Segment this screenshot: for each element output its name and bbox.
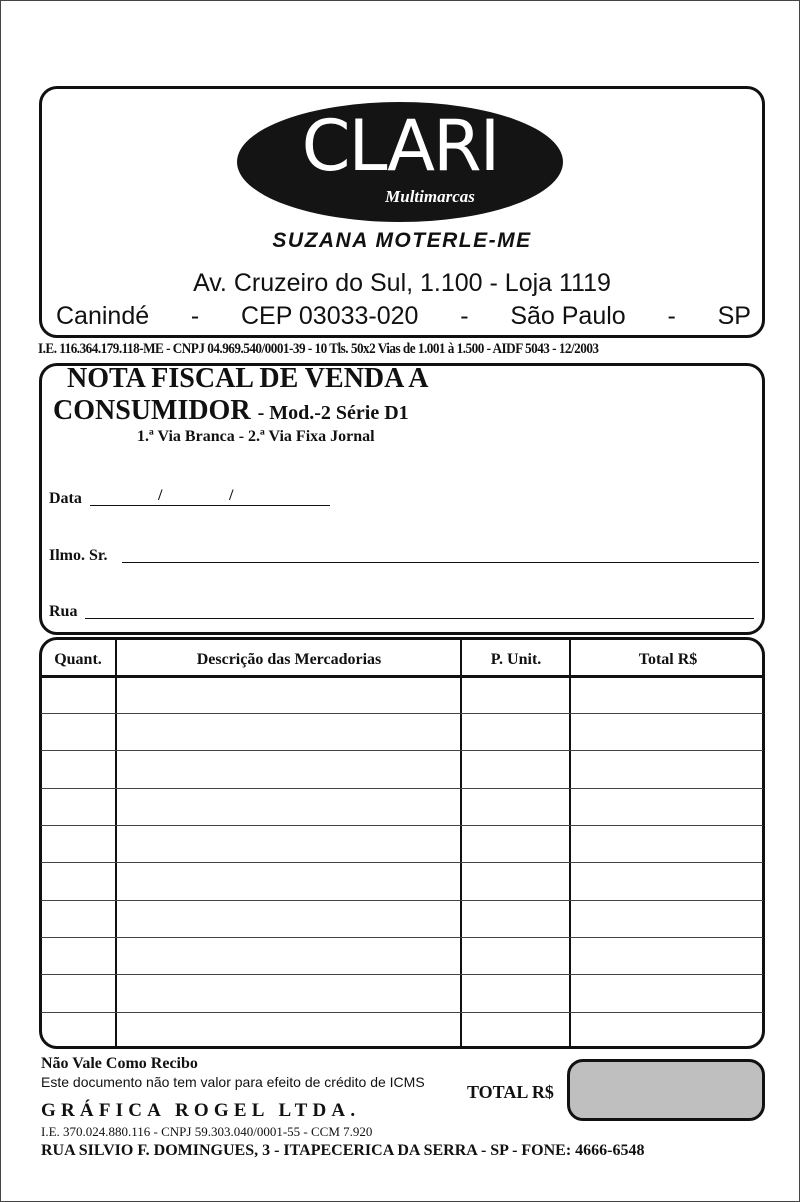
table-header-divider [40, 675, 764, 678]
street-field[interactable] [85, 618, 754, 619]
column-header-quantity: Quant. [54, 651, 102, 668]
date-label: Data [49, 490, 82, 507]
city-line [56, 302, 751, 331]
city-name: São Paulo [510, 302, 626, 330]
document-title-consumer: CONSUMIDOR [53, 395, 251, 426]
company-address: Av. Cruzeiro do Sul, 1.100 - Loja 1119 [193, 269, 611, 297]
table-row[interactable] [41, 1012, 763, 1013]
table-row[interactable] [41, 862, 763, 863]
table-row[interactable] [41, 713, 763, 714]
date-separator-2: / [229, 487, 234, 504]
logo-sub-text: Multimarcas [385, 187, 475, 206]
table-row[interactable] [41, 825, 763, 826]
company-name: SUZANA MOTERLE-ME [272, 229, 532, 252]
column-divider [569, 638, 571, 1048]
street-label: Rua [49, 603, 78, 620]
table-row[interactable] [41, 788, 763, 789]
column-divider [115, 638, 117, 1048]
icms-note: Este documento não tem valor para efeito de crédito de ICMS [41, 1074, 425, 1090]
table-row[interactable] [41, 900, 763, 901]
column-header-description: Descrição das Mercadorias [196, 651, 382, 668]
logo-main-text: CLARI [301, 105, 499, 187]
printer-registration: I.E. 370.024.880.116 - CNPJ 59.303.040/0001-55 - CCM 7.920 [41, 1124, 373, 1139]
column-header-total: Total R$ [638, 651, 698, 668]
table-row[interactable] [41, 937, 763, 938]
city-separator: - [190, 302, 200, 330]
city-separator: - [667, 302, 676, 330]
city-state: SP [717, 302, 751, 330]
city-zip: CEP 03033-020 [241, 302, 419, 330]
table-row[interactable] [41, 750, 763, 751]
city-district: Canindé [56, 302, 150, 330]
date-separator-1: / [158, 487, 163, 504]
total-amount-field[interactable] [567, 1059, 765, 1121]
date-field[interactable] [90, 505, 330, 506]
document-model: - Mod.-2 Série D1 [257, 402, 409, 424]
not-receipt-note: Não Vale Como Recibo [41, 1055, 198, 1072]
city-separator: - [460, 302, 469, 330]
column-header-unit-price: P. Unit. [490, 651, 542, 668]
legal-registration-line: I.E. 116.364.179.118-ME - CNPJ 04.969.540/0001-39 - 10 Tls. 50x2 Vias de 1.001 à 1.500 - AIDF 5043 - 12/2003 [38, 341, 599, 357]
total-label: TOTAL R$ [467, 1082, 554, 1102]
table-row[interactable] [41, 974, 763, 975]
printer-address: RUA SILVIO F. DOMINGUES, 3 - ITAPECERICA DA SERRA - SP - FONE: 4666-6548 [41, 1142, 645, 1159]
printer-name: GRÁFICA ROGEL LTDA. [41, 1100, 361, 1121]
copies-note: 1.ª Via Branca - 2.ª Via Fixa Jornal [137, 428, 375, 445]
document-title-line1: NOTA FISCAL DE VENDA A [67, 363, 429, 394]
items-table [39, 637, 765, 1049]
customer-label: Ilmo. Sr. [49, 547, 108, 564]
document-title-line2 [53, 395, 409, 427]
customer-name-field[interactable] [122, 562, 759, 563]
column-divider [460, 638, 462, 1048]
